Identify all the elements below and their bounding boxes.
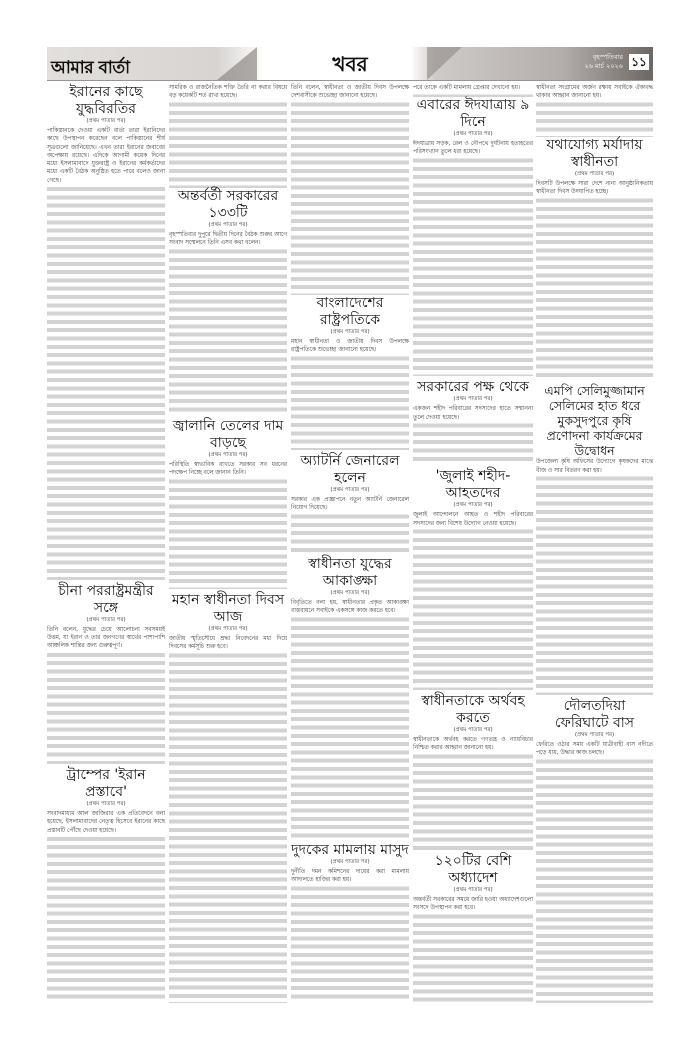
continued-label: (প্রথম পাতার পর) [574, 171, 615, 177]
newspaper-logo: আমার বার্তা [51, 58, 130, 78]
column-5 [536, 84, 653, 1006]
continued-label: (প্রথম পাতার পর) [330, 859, 370, 866]
article-paragraph: বৃহস্পতিবার দুপুরে দ্বিতীয় দিনের বৈঠক শুরুর আগে সংবাদ সম্মেলনে তিনি এসব কথা বলেন। [169, 232, 287, 247]
article [413, 693, 533, 853]
article-paragraph: জাতীয় স্মৃতিসৌধে শ্রদ্ধা নিবেদনের মধ্য দিয়ে দিবসের কর্মসূচি শুরু হবে। [169, 635, 287, 650]
page-number: ১১ [629, 54, 649, 70]
article-body [291, 868, 409, 1003]
article [413, 468, 533, 692]
article-paragraph: বিবৃতিতে বলা হয়, স্বাধীনতার প্রকৃত আকাঙ্ক্ষা বাস্তবায়নে সবাইকে একসঙ্গে কাজ করতে হবে। [291, 599, 409, 615]
article-headline[interactable]: সরকারের পক্ষ থেকে [417, 379, 529, 396]
article-headline[interactable]: ১২০টির বেশি অধ্যাদেশ [434, 853, 512, 887]
continued-text [536, 84, 653, 137]
continued-text [413, 84, 533, 97]
article-headline[interactable]: দুদকের মামলায় মাসুদ [291, 842, 409, 859]
article [536, 383, 653, 697]
article-paragraph: তিনি বলেন, যুদ্ধের চেয়ে আলোচনা সবসময়ই উত্তম, যা ইরান ও তার জনগণের স্বার্থের পাশাপাশি আঞ্চলিক শান্তির জন্য গুরুত্বপূর্ণ। [47, 626, 165, 650]
article-paragraph: দুর্নীতি দমন কমিশনের দায়ের করা মামলায় আদালতে হাজির করা হয়। [291, 869, 409, 884]
article-headline[interactable]: অন্তর্বর্তী সরকারের ১৩৩টি [177, 188, 279, 221]
article-headline[interactable]: জ্বালানি তেলের দাম বাড়ছে [172, 417, 284, 451]
article [413, 97, 533, 379]
masthead-decoration [217, 47, 257, 80]
article-headline[interactable]: এমপি সেলিমুজ্জামান সেলিমের হাত ধরে মুকসুদপুরে কৃষি প্রণোদনা কার্যক্রমের উদ্বোধন [544, 383, 645, 459]
continued-label: (প্রথম পাতার পর) [330, 486, 370, 493]
article [47, 767, 165, 1006]
article-body [291, 599, 409, 839]
continued-label: (প্রথম পাতার পর) [330, 589, 370, 596]
article-body [47, 626, 165, 765]
continued-label: (প্রথম পাতার পর) [208, 625, 248, 632]
article-paragraph: উপজেলা কৃষি অফিসের উদ্যোগে কৃষকদের মাঝে বীজ ও সার বিতরণ করা হয়। [536, 459, 653, 474]
continued-label: (প্রথম পাতার পর) [453, 726, 493, 733]
continued-label: (প্রথম পাতার পর) [453, 396, 493, 403]
article-paragraph: তিনি বলেন, স্বাধীনতা ও জাতীয় দিবস উপলক্ষে দেশবাসীকে শুভেচ্ছা জানানো হয়েছে। [291, 85, 409, 100]
article [169, 188, 287, 418]
day: বৃহস্পতিবার [592, 53, 623, 61]
article-body [536, 741, 653, 1003]
article-body [47, 127, 165, 580]
article [169, 418, 287, 592]
continued-label: (প্রথম পাতার পর) [453, 131, 493, 137]
article [536, 137, 653, 383]
article-paragraph: সংবাদমাধ্যম আল জাজিরার এক প্রতিবেদনে বলা হয়েছে, ইসলামাবাদের নেতৃত্ব হিসেবে ইরানের কাছে প্রস্তাবটি পৌঁছে দেওয়া হয়েছে। [47, 811, 165, 834]
article-paragraph: স্বাধীনতা সংগ্রামের অর্জন রক্ষায় সবাইকে ঐক্যবদ্ধ থাকার আহ্বান জানানো হয়। [536, 85, 653, 100]
continued-label: (প্রথম পাতার পর) [86, 616, 126, 623]
article-paragraph: পরে তাকে একটি মামলায় গ্রেপ্তার দেখানো হয়। [413, 84, 533, 92]
continued-text [169, 84, 287, 188]
continued-label: (প্রথম পাতার পর) [330, 329, 370, 335]
article-headline[interactable]: মহান স্বাধীনতা দিবস আজ [171, 591, 285, 625]
article [291, 842, 409, 1006]
continued-label: (প্রথম পাতার পর) [453, 502, 493, 509]
article-headline[interactable]: স্বাধীনতা যুদ্ধের আকাঙ্ক্ষা [308, 555, 392, 589]
continued-label: (প্রথম পাতার পর) [86, 118, 126, 124]
article-headline[interactable]: এবারের ঈদযাত্রায় ৯ দিনে [416, 97, 530, 130]
article [291, 453, 409, 556]
date: ২৬ মার্চ ২০২৬ [584, 62, 623, 70]
article-paragraph: ফেরিতে ওঠার সময় একটি যাত্রীবাহী বাস নদীতে পড়ে যায়, উদ্ধার কাজ চলছে। [536, 741, 653, 756]
article-body [291, 496, 409, 553]
article-body [291, 338, 409, 450]
section-title: খবর [332, 52, 368, 76]
article-body [413, 896, 533, 1003]
article [291, 295, 409, 453]
article-body [413, 405, 533, 465]
column-3 [291, 84, 409, 1006]
article-paragraph: ঈদযাত্রায় সড়ক, রেল ও নৌপথে দুর্ঘটনায় হতাহতের পরিসংখ্যান তুলে ধরা হয়েছে। [413, 141, 533, 156]
article-paragraph: সামরিক ও রাজনৈতিক শক্তি তৈরি না করার বিষয়ে বড় কয়েকটি শর্ত রাখা হয়েছে। [169, 85, 287, 100]
article-paragraph: জুলাই আন্দোলনে আহত ও শহীদ পরিবারের সদস্যদের জন্য বিশেষ উদ্যোগ নেওয়া হয়েছে। [413, 512, 533, 527]
masthead [47, 47, 653, 81]
article-paragraph: স্বাধীনতাকে অর্থবহ করতে গণতন্ত্র ও ন্যায়বিচার নিশ্চিত করার আহ্বান জানানো হয়। [413, 736, 533, 751]
continued-label: (প্রথম পাতার পর) [86, 801, 126, 808]
article-headline[interactable]: চীনা পররাষ্ট্রমন্ত্রীর সঙ্গে [58, 582, 154, 616]
article-paragraph: সরকার এক প্রজ্ঞাপনে নতুন অ্যাটর্নি জেনারেল নিয়োগ দিয়েছে। [291, 496, 409, 512]
article-paragraph: মহান স্বাধীনতা ও জাতীয় দিবস উপলক্ষে রাষ্ট্রপতিকে শুভেচ্ছা জানানো হয়েছে। [291, 339, 409, 354]
article [413, 853, 533, 1006]
article-body [169, 635, 287, 1003]
article-paragraph: একজন শহীদ পরিবারের সদস্যদের হাতে সম্মাননা তুলে দেওয়া হয়েছে। [413, 406, 533, 421]
continued-label: (প্রথম পাতার পর) [208, 451, 248, 458]
article-paragraph: পরিস্থিতি স্বাভাবিক রাখতে সরকার সব ধরনের পদক্ষেপ নিচ্ছে বলে জানান তিনি। [169, 461, 287, 477]
date-block [513, 53, 623, 71]
article-headline[interactable]: বাংলাদেশের রাষ্ট্রপতিকে [316, 295, 384, 328]
article-headline[interactable]: দৌলতদিয়া ফেরিঘাটে বাস [554, 697, 635, 731]
article-headline[interactable]: অ্যাটর্নি জেনারেল হলেন [300, 452, 400, 486]
column-1 [47, 84, 165, 1006]
continued-label: (প্রথম পাতার পর) [574, 731, 615, 738]
column-4 [413, 84, 533, 1006]
article-paragraph: দিবসটি উপলক্ষে সারা দেশে নানা আনুষ্ঠানিকতায় স্বাধীনতা দিবস উদযাপিত হচ্ছে। [536, 181, 653, 196]
article-body [413, 736, 533, 850]
article-body [536, 180, 653, 380]
article-headline[interactable]: ট্রাম্পের 'ইরান প্রস্তাবে' [66, 767, 146, 801]
article-headline[interactable]: স্বাধীনতাকে অর্থবহ করতে [421, 692, 525, 726]
article-paragraph: পাকিস্তানকে দেওয়া একটি বার্তা তারা ইরানিদের কাছে উপস্থাপন করেছেন বলে পাকিস্তানের শীর্ষ সূত্রগুলো জানিয়েছে। এখন তারা ইরানের জবাবের অপেক্ষায় রয়েছে। এদিকে আগামী কয়েক দিনের মধ্যে ইসলামাবাদে যুক্তরাষ্ট্র ও ইরানের কর্মকর্তাদের মধ্যে একটি বৈঠক অনুষ্ঠিত হতে পারে বলেও জানা গেছে। [47, 128, 165, 184]
continued-label: (প্রথম পাতার পর) [208, 222, 248, 228]
article-body [169, 461, 287, 589]
article [47, 84, 165, 583]
article [169, 592, 287, 1006]
article-body [169, 231, 287, 415]
continued-label: (প্রথম পাতার পর) [453, 887, 493, 894]
article-headline[interactable]: 'জুলাই শহীদ-আহতদের [435, 468, 511, 502]
article-headline[interactable]: ইরানের কাছে যুদ্ধবিরতির [69, 84, 143, 117]
article [291, 556, 409, 842]
continued-text [291, 84, 409, 295]
article-paragraph: অন্তর্বর্তী সরকারের সময়ে জারি হওয়া অধ্যাদেশগুলো সংসদে উপস্থাপন করা হবে। [413, 897, 533, 912]
article [536, 698, 653, 1006]
article [47, 583, 165, 768]
article-headline[interactable]: যথাযোগ্য মর্যাদায় স্বাধীনতা [546, 137, 643, 170]
article-body [536, 458, 653, 694]
article-body [413, 511, 533, 689]
column-2 [169, 84, 287, 1006]
article [413, 379, 533, 468]
article-body [413, 140, 533, 376]
article-body [47, 810, 165, 1003]
